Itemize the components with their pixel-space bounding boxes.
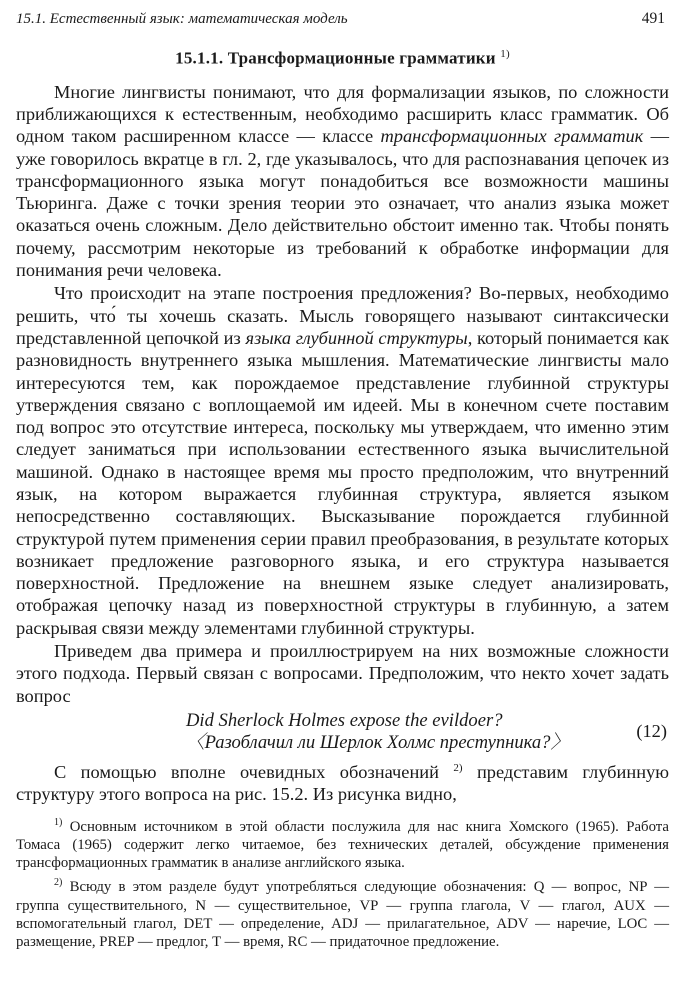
footnote-1-text: Основным источником в этой области послужила для нас книга Хомского (1965). Работа Томаса (1965) содержит легко читаемое, без технических деталей, обсуждение применения трансформационных грамматик в анализе английского языка. — [16, 818, 669, 872]
paragraph-1-text-b: — уже говорилось вкратце в гл. 2, где указывалось, что для распознавания цепочек из трансформационного языка могут понадобиться все возможности машины Тьюринга. Даже с точки зрения теории это означает, что анализ языка может оказаться очень сложным. Дело действительно обстоит именно так. Чтобы понять почему, рассмотрим некоторые из требований к обработке информации для понимания речи человека. — [16, 126, 669, 281]
paragraph-2-text-b: , который понимается как разновидность внутреннего языка мышления. Математические лингвисты мало интересуются тем, как порождаемое представление глубинной структуры утверждения связано с воплощаемой им идеей. Мы в конечном счете поставим под вопрос это отсутствие интереса, поскольку мы утверждаем, что именно этим следует заниматься при использовании естественного языка вычислительной машиной. Однако в настоящее время мы просто предположим, что внутренний язык, на котором выражается глубинная структура, является языком непосредственно составляющих. Высказывание порождается глубинной структурой путем применения серии правил преобразования, в результате которых возникает предложение разговорного языка, и его структура называется поверхностной. Предложение на внешнем языке следует анализировать, отображая цепочку назад из поверхностной структуры в глубинную, а затем раскрывая связи между элементами глубинной структуры. — [16, 327, 670, 638]
section-heading — [16, 48, 669, 69]
footnote-2-text: Всюду в этом разделе будут употребляться следующие обозначения: Q — вопрос, NP — группа существительного, N — существительное, VP — группа глагола, V — глагол, AUX — вспомогательный глагол, DET — определение, ADJ — прилагательное, ADV — наречие, LOC — размещение, PREP — предлог, T — время, RC — придаточное предложение. — [16, 879, 669, 951]
paragraph-1 — [16, 81, 669, 282]
term-transformational-grammars: трансформационных грамматик — [380, 126, 644, 147]
page-number: 491 — [641, 10, 665, 27]
example-russian: 〈Разоблачил ли Шерлок Холмс преступника?〉 — [186, 732, 570, 754]
footnote-1 — [16, 818, 669, 873]
footnote-1-mark: 1) — [54, 816, 63, 828]
paragraph-2-text-a: Что происходит на этапе построения предложения? Во-первых, необходимо решить, что́ ты хочешь сказать. Мысль говорящего называют синтаксически представленной цепочкой из — [16, 283, 669, 348]
paragraph-1-text-a: Многие лингвисты понимают, что для формализации языков, по сложности приближающихся к естественным, необходимо расширить класс грамматик. Об одном таком расширенном классе — классе — [16, 81, 669, 147]
running-title: 15.1. Естественный язык: математическая модель — [16, 11, 348, 27]
paragraph-4 — [16, 761, 669, 806]
example-english: Did Sherlock Holmes expose the evildoer? — [186, 709, 503, 731]
example-12 — [16, 710, 669, 755]
section-footnote-mark: 1) — [500, 48, 510, 60]
section-title: 15.1.1. Трансформационные грамматики — [175, 48, 496, 68]
paragraph-3: Приведем два примера и проиллюстрируем на них возможные сложности этого подхода. Первый связан с вопросами. Предположим, что некто хочет задать вопрос — [16, 641, 669, 706]
footnote-ref-2: 2) — [453, 761, 463, 774]
running-header — [16, 6, 669, 34]
paragraph-4-text-a: С помощью вполне очевидных обозначений — [54, 761, 454, 782]
term-deep-structure-language: языка глубинной структуры — [245, 327, 468, 348]
example-number: (12) — [636, 720, 667, 741]
footnotes — [16, 818, 669, 952]
paragraph-2 — [16, 282, 669, 639]
paragraph-4-text-b: представим глубинную структуру этого вопроса на рис. 15.2. Из рисунка видно, — [16, 761, 669, 805]
footnote-2 — [16, 878, 669, 951]
footnote-2-mark: 2) — [54, 877, 63, 889]
